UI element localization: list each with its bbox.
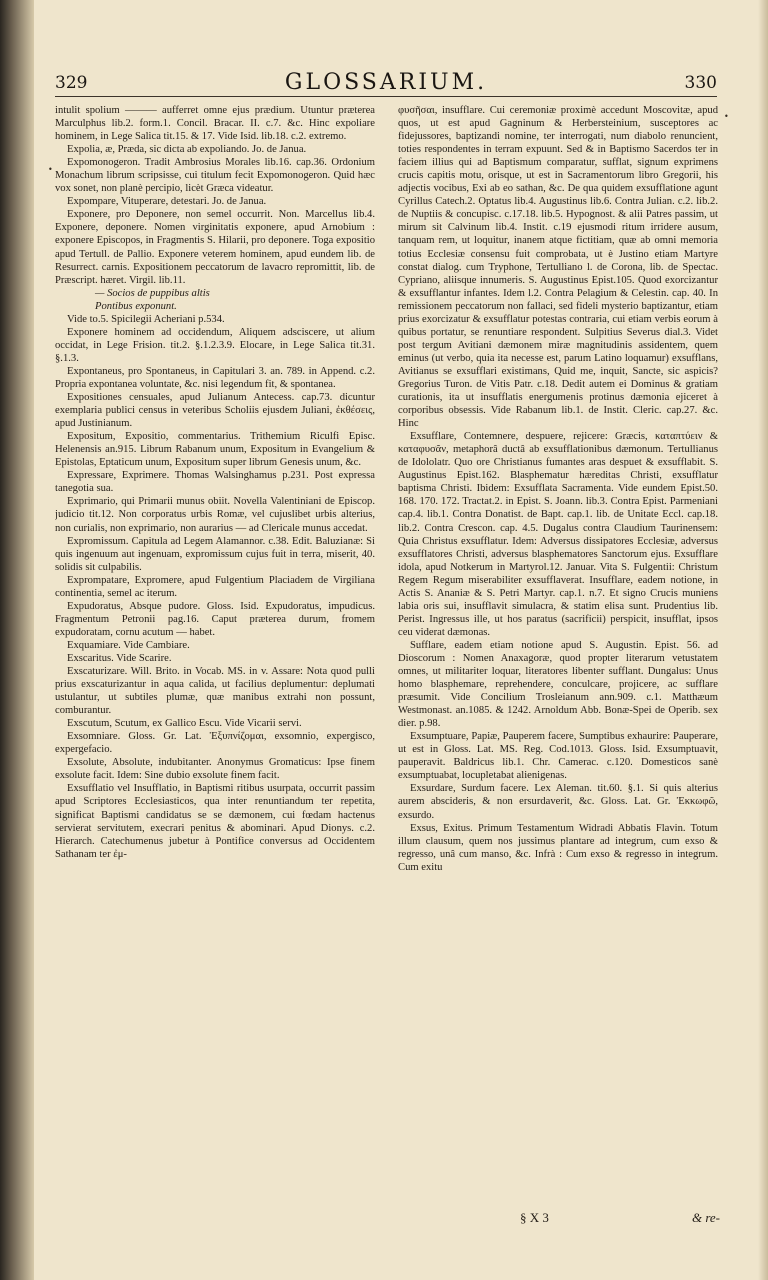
glossary-paragraph: Exscaturizare. Will. Brito. in Vocab. MS. in v. Assare: Nota quod pulli prius exscaturizantur in aqua calida, ut facilius deplumentur: deplumati ustulantur, ut subtiles plumæ, quæ manibus extrahi non possunt, comburantur. [55, 666, 375, 717]
glossary-paragraph: Exsumptuare, Papiæ, Pauperem facere, Sumptibus exhaurire: Pauperare, ut est in Gloss. Lat. MS. Reg. Cod.1013. Gloss. Isid. Exsumptuavit, pauperavit. Baldricus lib.1. Chr. Camerac. c.120. Domesticos sanè exsumptuabat, locupletabat alienigenas. [398, 731, 718, 782]
glossary-paragraph: Exponere hominem ad occidendum, Aliquem adsciscere, ut alium occidat, in Lege Frision. tit.2. §.1.2.3.9. Elocare, in Lege Salica tit.31. §.1.3. [55, 326, 375, 364]
glossary-paragraph: Expromissum. Capitula ad Legem Alamannor. c.38. Edit. Baluzianæ: Si quis ingenuum aut ingenuam, expromissum cujus fuit in terra, miserit, 40. solidis sit culpabilis. [55, 535, 375, 573]
catchword: & re- [691, 1210, 720, 1225]
glossary-paragraph: Exscutum, Scutum, ex Gallico Escu. Vide Vicarii servi. [67, 718, 302, 730]
glossary-paragraph: Expompare, Vituperare, detestari. Jo. de Janua. [67, 196, 267, 208]
glossary-paragraph: Exprompatare, Expromere, apud Fulgentium Placiadem de Virgiliana continentia, semel ac iterum. [55, 574, 375, 599]
left-column [55, 104, 375, 1206]
page-number-left: 329 [55, 73, 88, 93]
glossary-paragraph: Expolia, æ, Præda, sic dicta ab expoliando. Jo. de Janua. [67, 144, 307, 156]
glossary-paragraph: Sufflare, eadem etiam notione apud S. Augustin. Epist. 56. ad Dioscorum : Nomen Anaxagoræ, quod propter literarum vetustatem omnes, ut militariter loquar, literatores libenter sufflant. Dungalus: Unus homo blasphemare, reprehendere, conculcare, projicere, ac sufflare præsumit. Vide Concilium Trosleianum ann.909. c.1. Matthæum Westmonast. an.1085. & 1242. Arnoldum Abb. Bonæ-Spei de Operib. sex dier. p.98. [398, 639, 718, 730]
glossary-paragraph: Exsus, Exitus. Primum Testamentum Widradi Abbatis Flavin. Totum illum clausum, quem nos jussimus plantare ad integrum, cum exso & regresso, unâ cum manso, &c. Infrà : Cum exso & regresso in integrum. Cum exitu [398, 822, 718, 873]
right-column [398, 104, 718, 1206]
header-rule [55, 96, 717, 97]
signature-mark: § X 3 [520, 1210, 549, 1225]
glossary-paragraph: — Socios de puppibus altis [95, 287, 210, 299]
glossary-paragraph: Exscaritus. Vide Scarire. [67, 652, 172, 664]
glossary-paragraph: φυσῆσαι, insufflare. Cui ceremoniæ proximè accedunt Moscovitæ, apud quos, ut est apud Gagninum & Herbersteinium, susceptores ac fidejussores, baptizandi nomine, ter interrogati, num diabolo renuncient, toties respondentes in terram expuunt. Sed & in Baptismo Sacerdos ter in faciem illius qui ad Baptismum comparatur, sufflat, signum exprimens crucis capitis motu, orisque, ut est in Sacramentorum libro Gregorii, his adjectis vocibus, Exi ab eo sathan, &c. De qua quidem exsufflatione agunt Cyrillus Catech.2. Optatus lib.4. Augustinus lib.6. Contra Julian. c.2. lib.2. de Nuptiis & concupisc. c.17.18. lib.5. Hypognost. & alii Patres passim, ut mirum sit Calvinum lib.4. Instit. c.19 ejusmodi ritum irridere ausum, tanquam rem, ut loquitur, inanem atque fictitiam, quæ ab omni memoria totius Ecclesiæ consensu fuit comprobata, ut è Justino etiam Martyre constat dialog. cum Tryphone, Tertulliano l. de Corona, lib. de Spectac. Cypriano, aliisque innumeris. S. Augustinus Epist.105. Quod exorcizantur & exsufflantur infantes. Idem l.2. Contra Pelagium & Celestin. cap. 40. In remissionem peccatorum non fallaci, sed fideli mysterio baptizantur, etiam prius exorcizatur & exsufflatur potestas contraria, cui etiam verbis eorum à quibus portatur, se renuntiare respondent. Sulpitius Severus dial.3. Videt post tergum Avitiani dæmonem miræ magnitudinis assidentem, quem eminus (ut verbo, quia ita necesse est, parum Latino loquamur) exsufflans, Avitianus se exsufflari existimans, Quid me, inquit, Sancte, sic aspicis? Gregorius Turon. de Vitis Patr. c.18. Dedit autem ei Dominus & gratiam curationis, ita ut insufflatis energumenis protinus dæmonia ejiceret à corporibus obsessis. Vide Rabanum lib.1. de Instit. Cleric. cap.27. &c. Hinc [398, 105, 718, 430]
glossary-paragraph: Exquamiare. Vide Cambiare. [67, 639, 190, 651]
glossary-paragraph: Expudoratus, Absque pudore. Gloss. Isid. Expudoratus, impudicus. Fragmentum Petronii pag.16. Caput præterea durum, fromem expudoratam, cornu acutum — habet. [55, 600, 375, 638]
glossary-paragraph: Vide to.5. Spicilegii Acheriani p.534. [67, 313, 225, 325]
margin-dot: • [724, 112, 729, 121]
glossary-paragraph: Exsufflare, Contemnere, despuere, rejicere: Græcis, καταπτύειν & καταφυσᾶν, metaphorâ ductâ ab exsufflationibus dæmonum. Tertullianus de Idololatr. Quo ore Christianus fumantes aras despuet & exsufflabit. S. Augustinus Epist.162. Blasphematur hæreditas Christi, exsufflatur baptisma Christi. Ibidem: Exsufflata Sacramenta. Vide eundem Epist.50. 168. 170. 172. Tractat.2. in Epist. S. Joann. lib.3. Contra Epist. Parmeniani cap.4. lib.1. Contra Donatist. de Bapt. cap.1. lib. de Unitate Eccl. cap.18. lib.2. Contra Crescon. cap. 4.5. Dugalus contra Claudium Taurinensem: Quia Christus exsufflatur. Idem: Adversus dissipatores Ecclesiæ, adversus exsufflatores Christi, adversus blasphematores Sanctorum ejus. Exsufflare idola, apud Notkerum in Martyrol.12. Januar. Vita S. Fulgentii: Christum Regem Regum miserabiliter exsufflaverat. Insufflare, eadem notione, in Actis S. Ananiæ & S. Petri Martyr. cap.1. n.7. Et signo Crucis muniens labia oris sui, insufflavit simulacra, & statim elisa sunt. Prudentius lib. Perist. Ingressus ille, ut hos paratus (sacrificii) perspicit, insufflat, ipsos ceu viderat dæmonas. [398, 431, 718, 638]
glossary-paragraph: Exsufflatio vel Insufflatio, in Baptismi ritibus usurpata, occurrit passim apud Scriptores Ecclesiasticos, qua inter renuntiandum ter repetita, significat Baptismi candidatus se se dæmonem, cui fœdam hactenus servierat servitutem, execrari penitus & abominari. Apud Dionys. c.2. Hierarch. Catechumenus jubetur à Pontifice conversus ad Occidentem Sathanam ter ἐμ- [55, 783, 375, 860]
page-footer [520, 1210, 720, 1230]
glossary-paragraph: Exprimario, qui Primarii munus obiit. Novella Valentiniani de Episcop. judicio tit.12. Non corporatus urbis Romæ, vel cujuslibet urbis alterius, non curialis, non exprimario, non aurarius — ad Clericale munus accedat. [55, 496, 375, 534]
glossary-paragraph: Expositum, Expositio, commentarius. Trithemium Riculfi Episc. Helenensis an.915. Librum Rabanum unum, Expositum in Evangelium & Epistolas, Eptaticum unum, Expositum super librum Genesis unum, &c. [55, 431, 375, 469]
glossary-paragraph: Exsomniare. Gloss. Gr. Lat. Ἐξυπνίζομαι, exsomnio, expergisco, expergefacio. [55, 731, 375, 756]
margin-dot: • [48, 165, 53, 174]
glossary-paragraph: Expositiones censuales, apud Julianum Antecess. cap.73. dicuntur exemplaria publici census in veteribus Scholiis ejusdem Juliani, ἐκθέσεις, apud Justinianum. [55, 392, 375, 430]
glossary-paragraph: Pontibus exponunt. [95, 300, 177, 312]
glossary-paragraph: Exsolute, Absolute, indubitanter. Anonymus Gromaticus: Ipse finem exsolute facit. Idem: Sine dubio exsolute finem facit. [55, 757, 375, 782]
running-title: GLOSSARIUM. [284, 70, 488, 95]
glossary-paragraph: Exponere, pro Deponere, non semel occurrit. Non. Marcellus lib.4. Exponere, deponere. Nomen virginitatis exponere, apud Arnobium : exponere Episcopos, in Fragmentis S. Hilarii, pro deponere. Toga expositio apud Tertull. de Pallio. Exponere veterem hominem, apud eundem lib. de Resurrect. carnis. Expositionem peccatorum de lavacro repromittit, lib. de Præscript. hæret. Virgil. lib.11. [55, 209, 375, 286]
glossary-paragraph: Expomonogeron. Tradit Ambrosius Morales lib.16. cap.36. Ordonium Monachum librum scripsisse, cui titulum fecit Expomonogeron. Quid hæc vox sonet, non planè percipio, licèt Græca videatur. [55, 157, 375, 195]
glossary-paragraph: Expontaneus, pro Spontaneus, in Capitulari 3. an. 789. in Append. c.2. Propria expontanea voluntate, &c. nisi legendum fit, & spontanea. [55, 365, 375, 390]
page-number-right: 330 [684, 73, 717, 93]
glossary-paragraph: Exsurdare, Surdum facere. Lex Aleman. tit.60. §.1. Si quis alterius aurem abscideris, & non ersurdaverit, &c. Gloss. Lat. Gr. Ἐκκωφῶ, exsurdo. [398, 783, 718, 821]
glossary-paragraph: intulit spolium ——— aufferret omne ejus prædium. Utuntur præterea Marculphus lib.2. form.1. Concil. Bracar. II. c.7. &c. Hinc expoliare hominem, in Lege Salica tit.15. & 17. Vide Isid. lib.18. c.2. extremo. [55, 105, 375, 143]
page-edge [758, 0, 768, 1280]
glossary-paragraph: Expressare, Exprimere. Thomas Walsinghamus p.231. Post expressa tanegotia sua. [55, 470, 375, 495]
binding-gutter [0, 0, 34, 1280]
